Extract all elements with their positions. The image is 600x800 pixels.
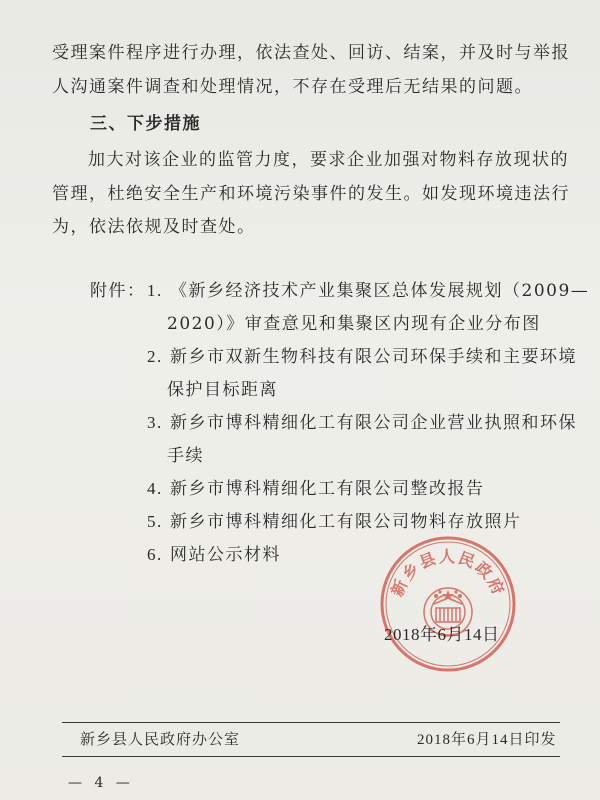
attachment-6-number: 6.: [147, 545, 163, 564]
footer-top-rule: [62, 722, 560, 723]
attachments-label: 附件：: [90, 281, 146, 301]
attachment-3-line-1: 新乡市博科精细化工有限公司企业营业执照和环保: [170, 413, 577, 433]
section-heading: 三、下步措施: [90, 114, 201, 134]
attachment-2-number: 2.: [147, 347, 163, 366]
attachment-5-line-1: 新乡市博科精细化工有限公司物料存放照片: [170, 512, 522, 532]
paragraph-1-line-1: 受理案件程序进行办理，依法查处、回访、结案，并及时与举报: [52, 43, 570, 63]
seal-text: 新乡县人民政府: [387, 547, 509, 600]
attachment-6-line-1: 网站公示材料: [170, 545, 281, 565]
attachment-1-line-2: 2020）》审查意见和集聚区内现有企业分布图: [167, 314, 541, 334]
footer-bottom-rule: [62, 756, 560, 757]
attachment-5-number: 5.: [147, 512, 163, 531]
page-number: — 4 —: [68, 775, 134, 791]
attachment-2-line-1: 新乡市双新生物科技有限公司环保手续和主要环境: [170, 347, 577, 367]
paragraph-2-line-3: 为，依法依规及时查处。: [52, 217, 256, 237]
paragraph-2-line-1: 加大对该企业的监管力度，要求企业加强对物料存放现状的: [88, 150, 569, 170]
attachment-4-number: 4.: [147, 479, 163, 498]
paragraph-2-line-2: 管理，杜绝安全生产和环境污染事件的发生。如发现环境违法行: [52, 184, 570, 204]
attachment-2-line-2: 保护目标距离: [167, 380, 278, 400]
paragraph-1-line-2: 人沟通案件调查和处理情况，不存在受理后无结果的问题。: [52, 77, 533, 97]
print-date: 2018年6月14日印发: [417, 732, 557, 748]
attachment-3-line-2: 手续: [167, 446, 204, 466]
signature-date: 2018年6月14日: [384, 625, 500, 644]
official-seal-icon: [378, 534, 518, 674]
attachment-1-number: 1.: [147, 281, 163, 300]
attachment-1-line-1: 《新乡经济技术产业集聚区总体发展规划（2009—: [170, 281, 590, 301]
attachment-4-line-1: 新乡市博科精细化工有限公司整改报告: [170, 479, 485, 499]
attachment-3-number: 3.: [147, 413, 163, 432]
issuing-office: 新乡县人民政府办公室: [80, 730, 241, 748]
